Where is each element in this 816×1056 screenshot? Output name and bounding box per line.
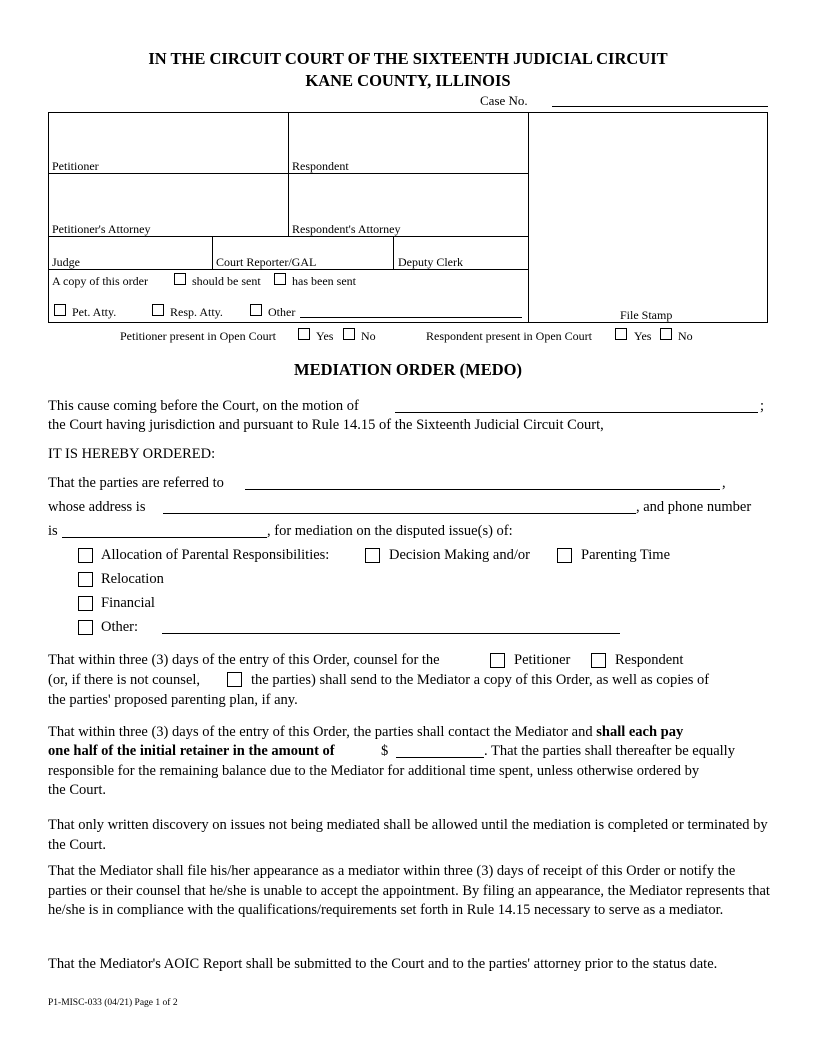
jurisdiction-text: the Court having jurisdiction and pursuant to Rule 14.15 of the Sixteenth Judicial Circuit Court, (48, 417, 604, 433)
caption-box (48, 112, 768, 323)
counsel-respondent-checkbox[interactable] (591, 653, 606, 668)
deputy-clerk-label: Deputy Clerk (398, 255, 463, 269)
judge-label: Judge (52, 255, 80, 269)
semicolon: ; (760, 398, 765, 414)
other-recipient-label: Other (268, 305, 296, 319)
should-be-sent-label: should be sent (192, 274, 261, 288)
retainer-paragraph-line1 (48, 724, 683, 741)
mediator-name-field[interactable] (245, 489, 720, 490)
mediator-address-field[interactable] (163, 513, 636, 514)
mediator-phone-field[interactable] (62, 537, 267, 538)
county-heading: KANE COUNTY, ILLINOIS (305, 71, 511, 90)
referred-to-text: That the parties are referred to (48, 475, 224, 491)
comma: , (722, 475, 726, 491)
financial-label: Financial (101, 595, 155, 611)
petitioner-present-no-checkbox[interactable] (343, 328, 355, 340)
petitioner-attorney-label: Petitioner's Attorney (52, 222, 151, 236)
respondent-present-no-checkbox[interactable] (660, 328, 672, 340)
counsel-paragraph-line2b: the parties) shall send to the Mediator a copy of this Order, as well as copies of (251, 672, 710, 688)
retainer-bold-text: shall each pay (596, 724, 684, 740)
dollar-sign: $ (381, 743, 389, 759)
decision-making-checkbox[interactable] (365, 548, 380, 563)
aoic-report-paragraph: That the Mediator's AOIC Report shall be submitted to the Court and to the parties' attorney prior to the status date. (48, 956, 718, 972)
court-heading: IN THE CIRCUIT COURT OF THE SIXTEENTH JUDICIAL CIRCUIT (148, 49, 668, 68)
copy-order-label: A copy of this order (52, 274, 148, 288)
resp-atty-label: Resp. Atty. (170, 305, 223, 319)
pet-atty-label: Pet. Atty. (72, 305, 117, 319)
respondent-attorney-label: Respondent's Attorney (292, 222, 401, 236)
allocation-checkbox[interactable] (78, 548, 93, 563)
resp-atty-checkbox[interactable] (152, 304, 164, 316)
respondent-yes-label: Yes (634, 329, 652, 343)
for-mediation-text: , for mediation on the disputed issue(s) of: (267, 523, 513, 539)
no-counsel-checkbox[interactable] (227, 672, 242, 687)
relocation-checkbox[interactable] (78, 572, 93, 587)
petitioner-yes-label: Yes (316, 329, 334, 343)
should-be-sent-checkbox[interactable] (174, 273, 186, 285)
retainer-paragraph-line4: the Court. (48, 782, 106, 798)
respondent-present-label: Respondent present in Open Court (426, 329, 592, 343)
other-issue-checkbox[interactable] (78, 620, 93, 635)
has-been-sent-label: has been sent (292, 274, 356, 288)
petitioner-label: Petitioner (52, 159, 99, 173)
page-title: MEDIATION ORDER (MEDO) (294, 360, 522, 379)
appearance-paragraph: That the Mediator shall file his/her appearance as a mediator within three (3) days of receipt of this Order or notify the parties or their counsel that he/she is unable to accept the appointment. By filing an appearance, the Mediator represents that he/she is in compliance with the qualifications/requirements set forth in Rule 14.15 necessary to serve as a mediator. (48, 863, 770, 918)
counsel-paragraph-line2a: (or, if there is not counsel, (48, 672, 201, 688)
discovery-paragraph: That only written discovery on issues not being mediated shall be allowed until the mediation is completed or terminated by the Court. (48, 817, 768, 853)
retainer-amount-label: one half of the initial retainer in the amount of (48, 743, 335, 759)
petitioner-present-yes-checkbox[interactable] (298, 328, 310, 340)
file-stamp-label: File Stamp (620, 308, 673, 322)
counsel-respondent-label: Respondent (615, 652, 684, 668)
petitioner-present-label: Petitioner present in Open Court (120, 329, 276, 343)
motion-text: This cause coming before the Court, on the motion of (48, 398, 359, 414)
financial-checkbox[interactable] (78, 596, 93, 611)
phone-number-label: , and phone number (636, 499, 752, 515)
ordered-text: IT IS HEREBY ORDERED: (48, 446, 216, 462)
other-recipient-field[interactable] (300, 317, 522, 318)
form-footer: P1-MISC-033 (04/21) Page 1 of 2 (48, 998, 178, 1008)
respondent-label: Respondent (292, 159, 349, 173)
other-recipient-checkbox[interactable] (250, 304, 262, 316)
case-no-field[interactable] (552, 106, 768, 107)
case-no-label: Case No. (480, 93, 528, 108)
respondent-no-label: No (678, 329, 693, 343)
counsel-paragraph-line1: That within three (3) days of the entry of this Order, counsel for the (48, 652, 440, 668)
motion-of-field[interactable] (395, 412, 758, 413)
retainer-paragraph-line2-rest: . That the parties shall thereafter be equally (484, 743, 735, 759)
parenting-time-label: Parenting Time (581, 547, 671, 563)
relocation-label: Relocation (101, 571, 164, 587)
counsel-petitioner-checkbox[interactable] (490, 653, 505, 668)
is-label: is (48, 523, 58, 539)
has-been-sent-checkbox[interactable] (274, 273, 286, 285)
other-issue-label: Other: (101, 619, 139, 635)
respondent-present-yes-checkbox[interactable] (615, 328, 627, 340)
counsel-paragraph-line3: the parties' proposed parenting plan, if any. (48, 692, 298, 708)
counsel-petitioner-label: Petitioner (514, 652, 571, 668)
retainer-paragraph-line2 (48, 743, 335, 760)
retainer-plain-text: That within three (3) days of the entry of this Order, the parties shall contact the Mediator and (48, 724, 593, 740)
court-reporter-label: Court Reporter/GAL (216, 255, 317, 269)
retainer-paragraph-line3: responsible for the remaining balance due to the Mediator for additional time spent, unless otherwise ordered by (48, 763, 700, 779)
petitioner-no-label: No (361, 329, 376, 343)
address-label: whose address is (48, 499, 146, 515)
other-issue-field[interactable] (162, 633, 620, 634)
retainer-amount-field[interactable] (396, 757, 484, 758)
pet-atty-checkbox[interactable] (54, 304, 66, 316)
allocation-label: Allocation of Parental Responsibilities: (101, 547, 330, 563)
parenting-time-checkbox[interactable] (557, 548, 572, 563)
decision-making-label: Decision Making and/or (389, 547, 530, 563)
